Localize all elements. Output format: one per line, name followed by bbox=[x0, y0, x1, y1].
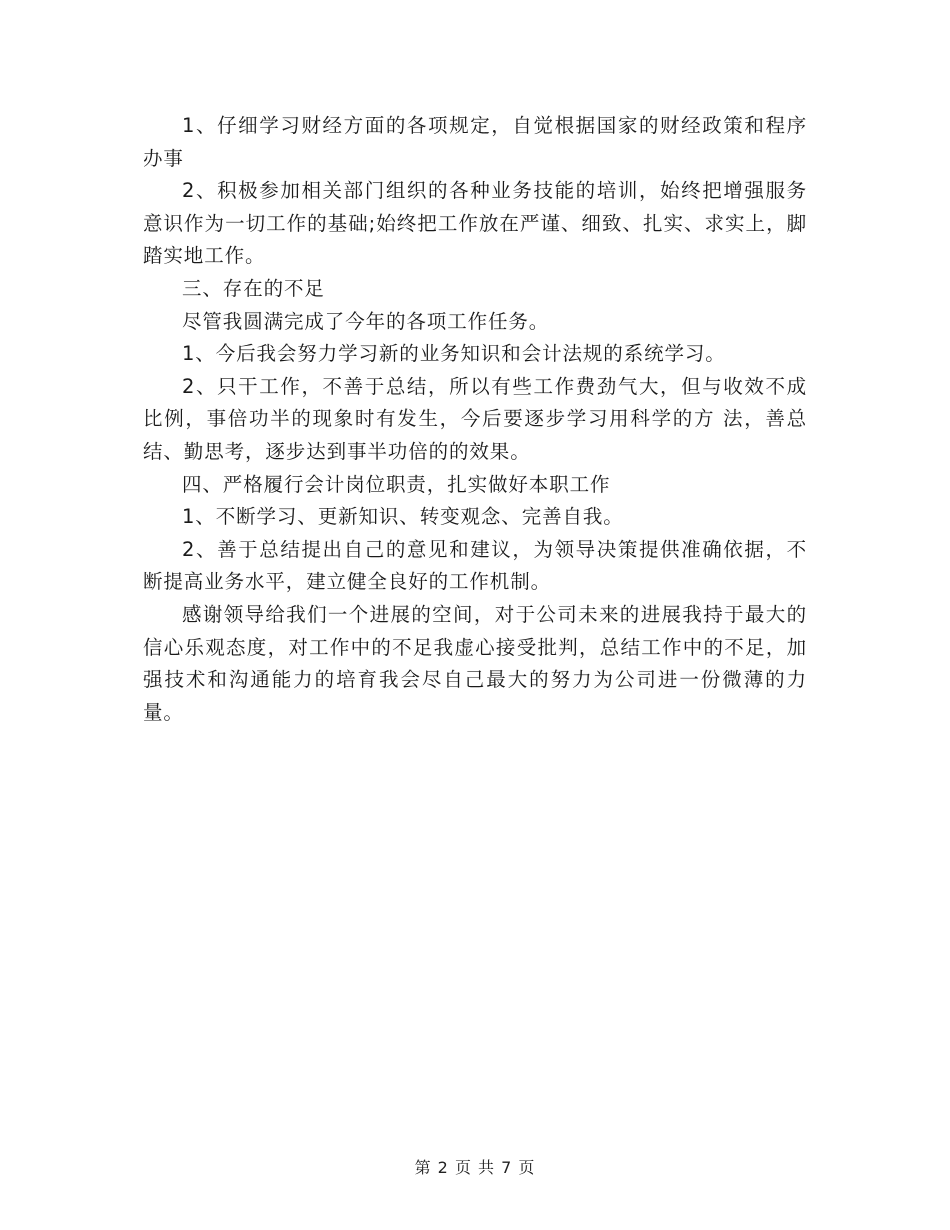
document-body bbox=[143, 110, 807, 729]
paragraph-closing: 感谢领导给我们一个进展的空间，对于公司未来的进展我持于最大的信心乐观态度，对工作中的不足我虚心接受批判，总结工作中的不足，加强技术和沟通能力的培育我会尽自己最大的努力为公司进一份微薄的力量。 bbox=[143, 602, 807, 724]
paragraph-item-2: 2、积极参加相关部门组织的各种业务技能的培训，始终把增强服务意识作为一切工作的基础;始终把工作放在严谨、细致、扎实、求实上，脚踏实地工作。 bbox=[143, 179, 807, 268]
paragraph-item-2: 2、只干工作，不善于总结，所以有些工作费劲气大，但与收效不成比例，事倍功半的现象时有发生，今后要逐步学习用科学的方 法，善总结、勤思考，逐步达到事半功倍的的效果。 bbox=[143, 374, 807, 463]
paragraph-item-2: 2、善于总结提出自己的意见和建议，为领导决策提供准确依据，不断提高业务水平，建立健全良好的工作机制。 bbox=[143, 537, 807, 594]
paragraph-item-1: 1、不断学习、更新知识、转变观念、完善自我。 bbox=[182, 505, 624, 529]
page-number-footer: 第 2 页 共 7 页 bbox=[414, 1158, 536, 1177]
section-heading-duties: 四、严格履行会计岗位职责，扎实做好本职工作 bbox=[182, 472, 611, 496]
section-heading-deficiencies: 三、存在的不足 bbox=[182, 276, 325, 300]
paragraph-summary: 尽管我圆满完成了今年的各项工作任务。 bbox=[182, 309, 550, 333]
paragraph-item-1: 1、仔细学习财经方面的各项规定，自觉根据国家的财经政策和程序办事 bbox=[143, 114, 807, 170]
paragraph-item-1: 1、今后我会努力学习新的业务知识和会计法规的系统学习。 bbox=[182, 342, 726, 366]
